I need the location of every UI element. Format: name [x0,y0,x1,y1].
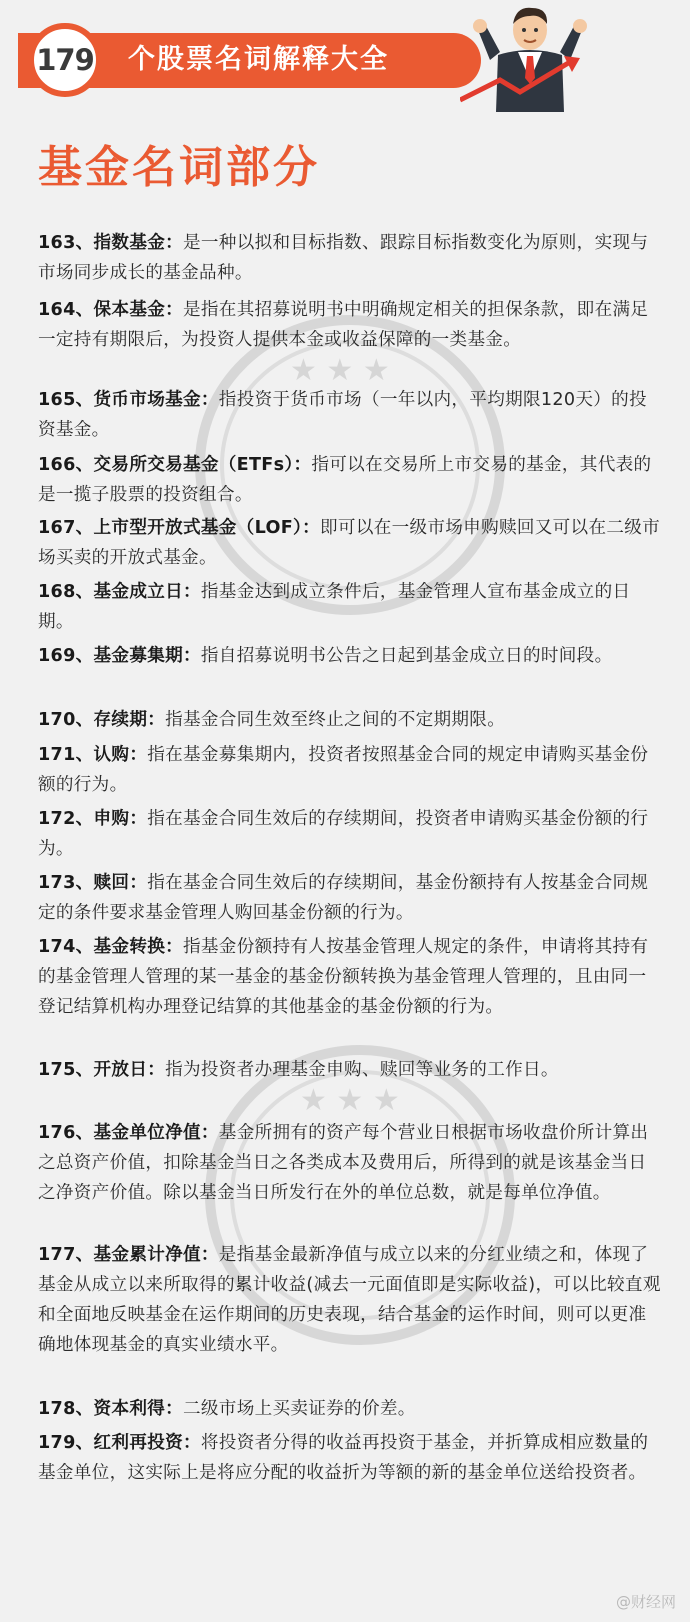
businessman-mascot-icon [460,0,600,112]
list-item: 163、指数基金：是一种以拟和目标指数、跟踪目标指数变化为原则，实现与市场同步成长的基金品种。 [38,233,649,283]
list-item: 172、申购：指在基金合同生效后的存续期间，投资者申请购买基金份额的行为。 [38,809,649,859]
list-item: 175、开放日：指为投资者办理基金申购、赎回等业务的工作日。 [38,1060,559,1080]
list-item: 164、保本基金：是指在其招募说明书中明确规定相关的担保条款，即在满足一定持有期限后，为投资人提供本金或收益保障的一类基金。 [38,300,649,350]
list-item: 167、上市型开放式基金（LOF）：即可以在一级市场申购赎回又可以在二级市场买卖的开放式基金。 [38,518,661,568]
number-badge [28,23,102,97]
list-item: 174、基金转换：指基金份额持有人按基金管理人规定的条件，申请将其持有的基金管理人管理的某一基金的基金份额转换为基金管理人管理的，且由同一登记结算机构办理登记结算的其他基金的基金份额的行为。 [38,937,649,1017]
list-item: 171、认购：指在基金募集期内，投资者按照基金合同的规定申请购买基金份额的行为。 [38,745,649,795]
svg-text:★ ★ ★: ★ ★ ★ [300,1083,400,1118]
badge-number: 179 [36,43,94,77]
section-title: 基金名词部分 [38,142,320,193]
list-item: 176、基金单位净值：基金所拥有的资产每个营业日根据市场收盘价所计算出之总资产价值，扣除基金当日之各类成本及费用后，所得到的就是该基金当日之净资产价值。除以基金当日所发行在外的单位总数，就是每单位净值。 [38,1123,649,1203]
list-item: 170、存续期：指基金合同生效至终止之间的不定期期限。 [38,710,506,730]
source-watermark: @财经网 [615,1593,676,1611]
list-item: 168、基金成立日：指基金达到成立条件后，基金管理人宣布基金成立的日期。 [38,582,631,632]
list-item: 166、交易所交易基金（ETFs）：指可以在交易所上市交易的基金，其代表的是一揽子股票的投资组合。 [38,455,652,505]
list-item: 178、资本利得：二级市场上买卖证券的价差。 [38,1399,416,1419]
list-item: 165、货币市场基金：指投资于货币市场（一年以内，平均期限120天）的投资基金。 [38,390,647,440]
list-item: 177、基金累计净值：是指基金最新净值与成立以来的分红业绩之和，体现了基金从成立以来所取得的累计收益(减去一元面值即是实际收益)，可以比较直观和全面地反映基金在运作期间的历史表现，结合基金的运作时间，则可以更准确地体现基金的真实业绩水平。 [38,1245,661,1355]
list-item: 173、赎回：指在基金合同生效后的存续期间，基金份额持有人按基金合同规定的条件要求基金管理人购回基金份额的行为。 [38,873,649,923]
svg-text:★ ★ ★: ★ ★ ★ [290,353,390,388]
list-item: 179、红利再投资：将投资者分得的收益再投资于基金，并折算成相应数量的基金单位，这实际上是将应分配的收益折为等额的新的基金单位送给投资者。 [38,1433,649,1483]
page-title: 个股票名词解释大全 [128,44,389,75]
list-item: 169、基金募集期：指自招募说明书公告之日起到基金成立日的时间段。 [38,646,613,666]
